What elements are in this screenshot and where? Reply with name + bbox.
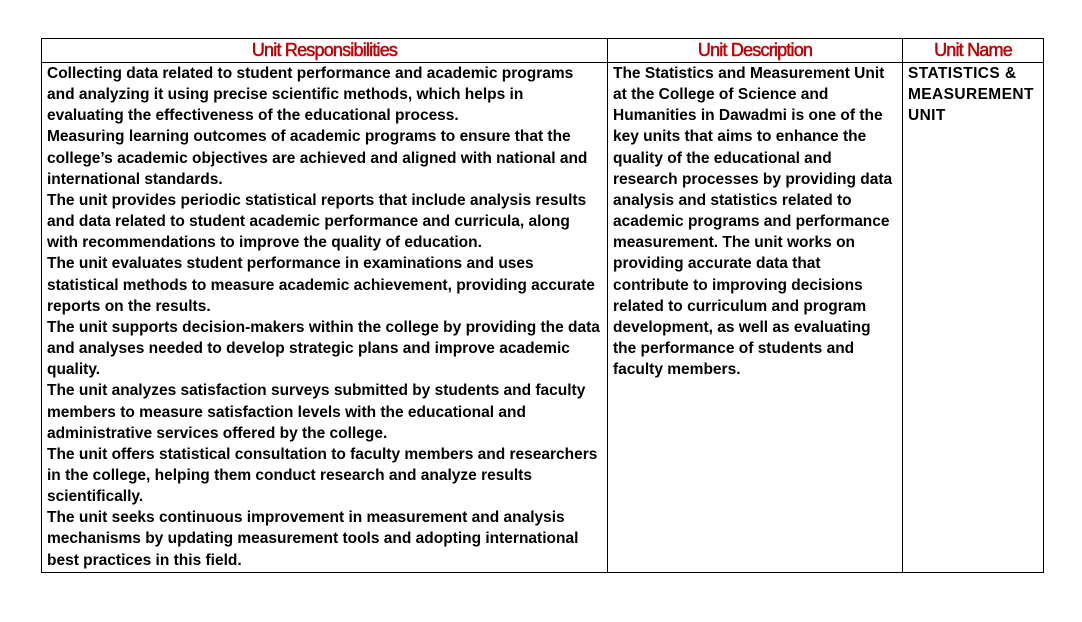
responsibility-item: The unit seeks continuous improvement in measurement and analysis mechanisms by updating measurement tools and adopting international best practices in this field. [47, 509, 579, 569]
description-cell: The Statistics and Measurement Unit at the College of Science and Humanities in Dawadmi is one of the key units that aims to enhance the quality of the educational and research processes by providing data analysis and statistics related to academic programs and performance measurement. The unit works on providing accurate data that contribute to improving decisions related to curriculum and program development, as well as evaluating the performance of students and faculty members. [608, 63, 903, 573]
responsibility-item: The unit provides periodic statistical reports that include analysis results and data related to student academic performance and curricula, along with recommendations to improve the quality of education. [47, 191, 587, 252]
unit-name-cell: STATISTICS & MEASUREMENT UNIT [903, 63, 1044, 573]
header-row [42, 39, 1044, 63]
header-unit-responsibilities: Unit Responsibilities [42, 39, 608, 63]
header-unit-description: Unit Description [608, 39, 903, 63]
responsibility-item: The unit offers statistical consultation to faculty members and researchers in the college, helping them conduct research and analyze results scientifically. [47, 445, 598, 506]
responsibility-item: Measuring learning outcomes of academic programs to ensure that the college’s academic objectives are achieved and aligned with national and international standards. [47, 128, 588, 188]
responsibility-item: The unit evaluates student performance in examinations and uses statistical methods to measure academic achievement, providing accurate reports on the results. [47, 255, 595, 315]
responsibility-item: The unit analyzes satisfaction surveys submitted by students and faculty members to measure satisfaction levels with the educational and administrative services offered by the college. [47, 382, 586, 442]
header-unit-name: Unit Name [903, 39, 1044, 63]
responsibilities-cell [42, 63, 608, 573]
content-row [42, 63, 1044, 573]
responsibility-item: Collecting data related to student performance and academic programs and analyzing it using precise scientific methods, which helps in evaluating the effectiveness of the educational process. [47, 65, 574, 125]
unit-info-table [41, 38, 1044, 573]
responsibility-item: The unit supports decision-makers within the college by providing the data and analyses needed to develop strategic plans and improve academic quality. [47, 318, 600, 379]
